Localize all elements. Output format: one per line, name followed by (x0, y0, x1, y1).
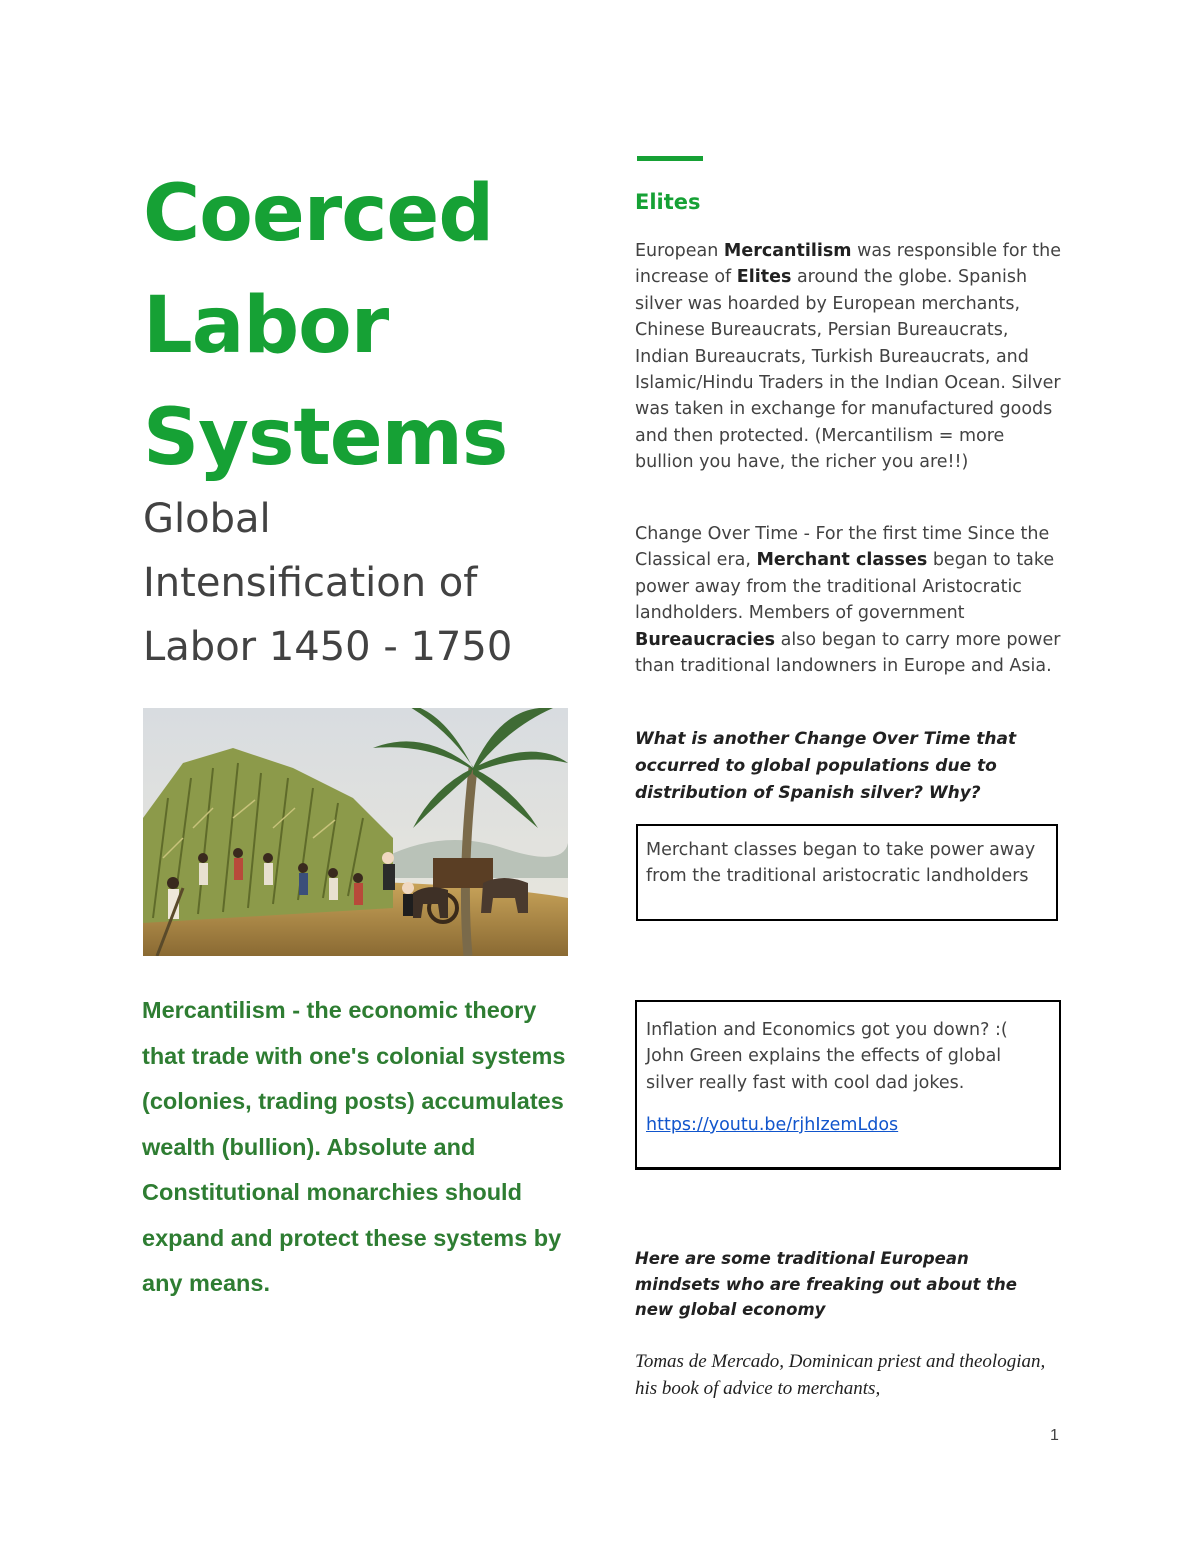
title-line: Coerced (143, 169, 494, 259)
video-callout-box (635, 1000, 1061, 1170)
text-run: was responsible for the increase of (635, 241, 1062, 288)
text-run: Change Over Time - For the first time Since the Classical era, (635, 524, 1050, 571)
subtitle-line: Intensification of (143, 560, 478, 606)
term-merchant-classes: Merchant classes (756, 550, 928, 571)
section-heading-elites: Elites (635, 190, 701, 214)
text-run: European (635, 241, 724, 261)
page-title (143, 158, 563, 494)
term-bureaucracies: Bureaucracies (635, 629, 776, 650)
title-line: Systems (143, 393, 508, 483)
text-run: also began to carry more power than traditional landowners in Europe and Asia. (635, 629, 1061, 677)
video-link[interactable]: https://youtu.be/rjhIzemLdos (646, 1115, 899, 1135)
answer-box[interactable] (636, 824, 1058, 921)
mindsets-heading: Here are some traditional European mindsets who are freaking out about the new global economy (635, 1249, 1017, 1319)
answer-text: Merchant classes began to take power away from the traditional aristocratic landholders (646, 840, 1036, 887)
term-mercantilism: Mercantilism (723, 241, 852, 261)
change-over-time-paragraph (635, 521, 1065, 679)
quote-attribution: Tomas de Mercado, Dominican priest and theologian, his book of advice to merchants, (635, 1351, 1046, 1399)
subtitle-line: Labor 1450 - 1750 (143, 624, 513, 670)
video-description: Inflation and Economics got you down? :( John Green explains the effects of global silver really fast with cool dad jokes. (646, 1020, 1008, 1093)
page-number: 1 (1050, 1427, 1059, 1444)
page-subtitle (143, 487, 563, 679)
question-prompt: What is another Change Over Time that occurred to global populations due to distribution of Spanish silver? Why? (635, 729, 1017, 803)
elites-paragraph (635, 238, 1065, 476)
text-run: began to take power away from the traditional Aristocratic landholders. Members of government (635, 550, 1055, 624)
sugar-plantation-image (143, 708, 568, 956)
subtitle-line: Global (143, 496, 271, 542)
title-line: Labor (143, 281, 389, 371)
accent-divider (637, 156, 703, 161)
text-run: around the globe. Spanish silver was hoarded by European merchants, Chinese Bureaucrats, Persian Bureaucrats, Indian Bureaucrats, Turkish Bureaucrats, and Islamic/Hindu Traders in the Indian Ocean. Silver was taken in exchange for manufactured goods and then protected. (Mercantilism = more bullion you have, the richer you are!!) (635, 267, 1061, 473)
mercantilism-definition: Mercantilism - the economic theory that trade with one's colonial systems (colonies, trading posts) accumulates wealth (bullion). Absolute and Constitutional monarchies should expand and protect these systems by any means. (142, 997, 566, 1296)
term-elites: Elites (736, 267, 792, 288)
